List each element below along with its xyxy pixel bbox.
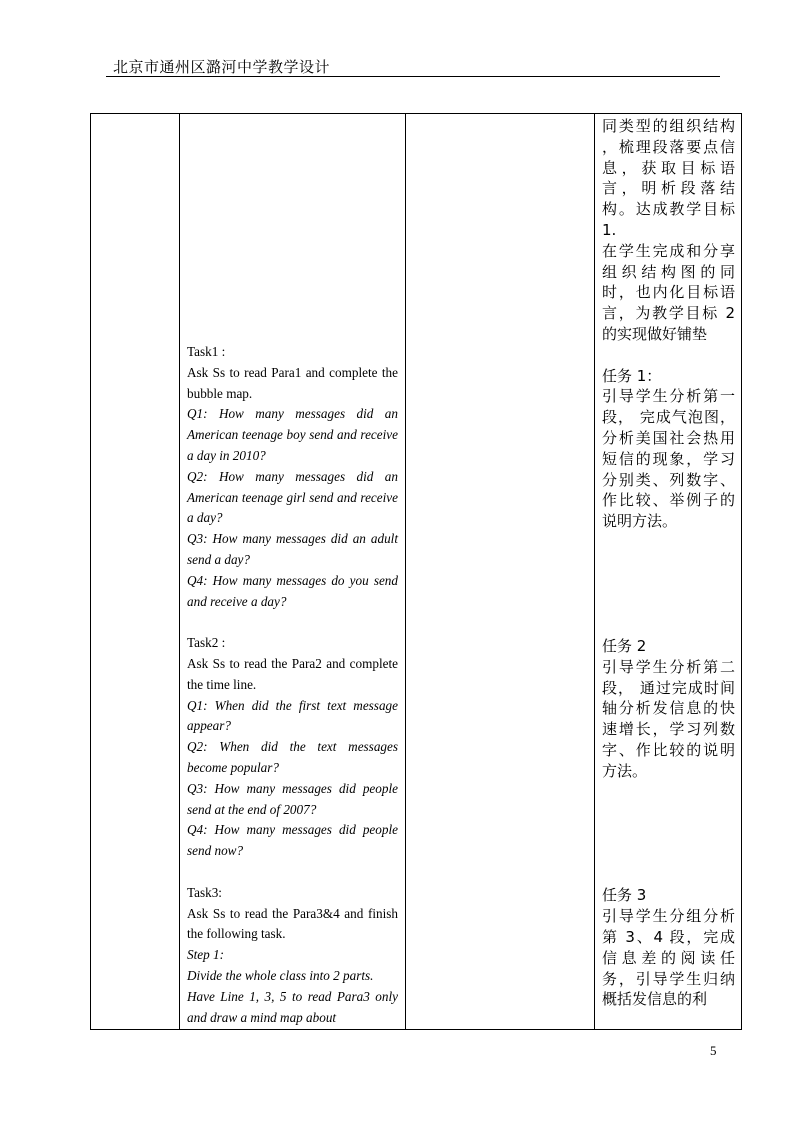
page-number: 5 bbox=[710, 1043, 717, 1058]
task2-question: Q3: How many messages did people send at the end of 2007? bbox=[187, 780, 398, 817]
task1-question: Q1: How many messages did an American teenage boy send and receive a day in 2010? bbox=[187, 406, 398, 463]
intent-task1-text: 引导学生分析第一段， 完成气泡图，分析美国社会热用短信的现象，学习分别类、列数字、作比较、举例子的说明方法。 bbox=[602, 387, 735, 531]
intent-task3-title: 任务 3 bbox=[602, 886, 647, 905]
task2-question: Q4: How many messages did people send now? bbox=[187, 822, 398, 859]
task1-question: Q4: How many messages do you send and receive a day? bbox=[187, 572, 398, 609]
header-divider bbox=[106, 76, 720, 77]
task2-title: Task2 : bbox=[187, 635, 226, 651]
task1-question: Q2: How many messages did an American teenage girl send and receive a day? bbox=[187, 468, 398, 526]
task1-question: Q3: How many messages did an adult send a day? bbox=[187, 531, 398, 567]
task3-step: Step 1: bbox=[187, 947, 224, 963]
intent-task3-text: 引导学生分组分析第 3、4 段，完成信息差的阅读任务，引导学生归纳概括发信息的利 bbox=[602, 907, 735, 1009]
task2-question: Q2: When did the text messages become popular? bbox=[187, 739, 398, 775]
task3-instruction: Ask Ss to read the Para3&4 and finish the following task. bbox=[187, 905, 398, 942]
intent-task2-text: 引导学生分析第二段， 通过完成时间轴分析发信息的快速增长，学习列数字、作比较的说明方法。 bbox=[602, 657, 735, 780]
task2-instruction: Ask Ss to read the Para2 and complete the time line. bbox=[187, 655, 398, 692]
task3-line: Divide the whole class into 2 parts. bbox=[187, 967, 374, 983]
student-activity-cell bbox=[406, 114, 595, 1030]
design-intent-cell bbox=[595, 114, 742, 1030]
task1-title: Task1 : bbox=[187, 344, 226, 359]
table-row bbox=[91, 114, 742, 1030]
teacher-activity-cell bbox=[180, 114, 406, 1030]
intent-intro: 同类型的组织结构 ，梳理段落要点信息，获取目标语言，明析段落结构。达成教学目标1. bbox=[602, 117, 735, 239]
lesson-plan-table bbox=[90, 113, 742, 1030]
task3-line: Have Line 1, 3, 5 to read Para3 only and draw a mind map about bbox=[187, 988, 398, 1025]
intent-task2-title: 任务 2 bbox=[602, 636, 647, 655]
task3-title: Task3: bbox=[187, 884, 222, 900]
task2-question: Q1: When did the first text message appear? bbox=[187, 697, 398, 734]
intent-task1-title: 任务 1： bbox=[602, 366, 662, 385]
document-header-title: 北京市通州区潞河中学教学设计 bbox=[113, 58, 331, 76]
task1-instruction: Ask Ss to read Para1 and complete the bubble map. bbox=[187, 364, 398, 401]
intent-intro2: 在学生完成和分享组织结构图的同时，也内化目标语言，为教学目标 2 的实现做好铺垫 bbox=[602, 241, 735, 343]
stage-cell bbox=[91, 114, 180, 1030]
